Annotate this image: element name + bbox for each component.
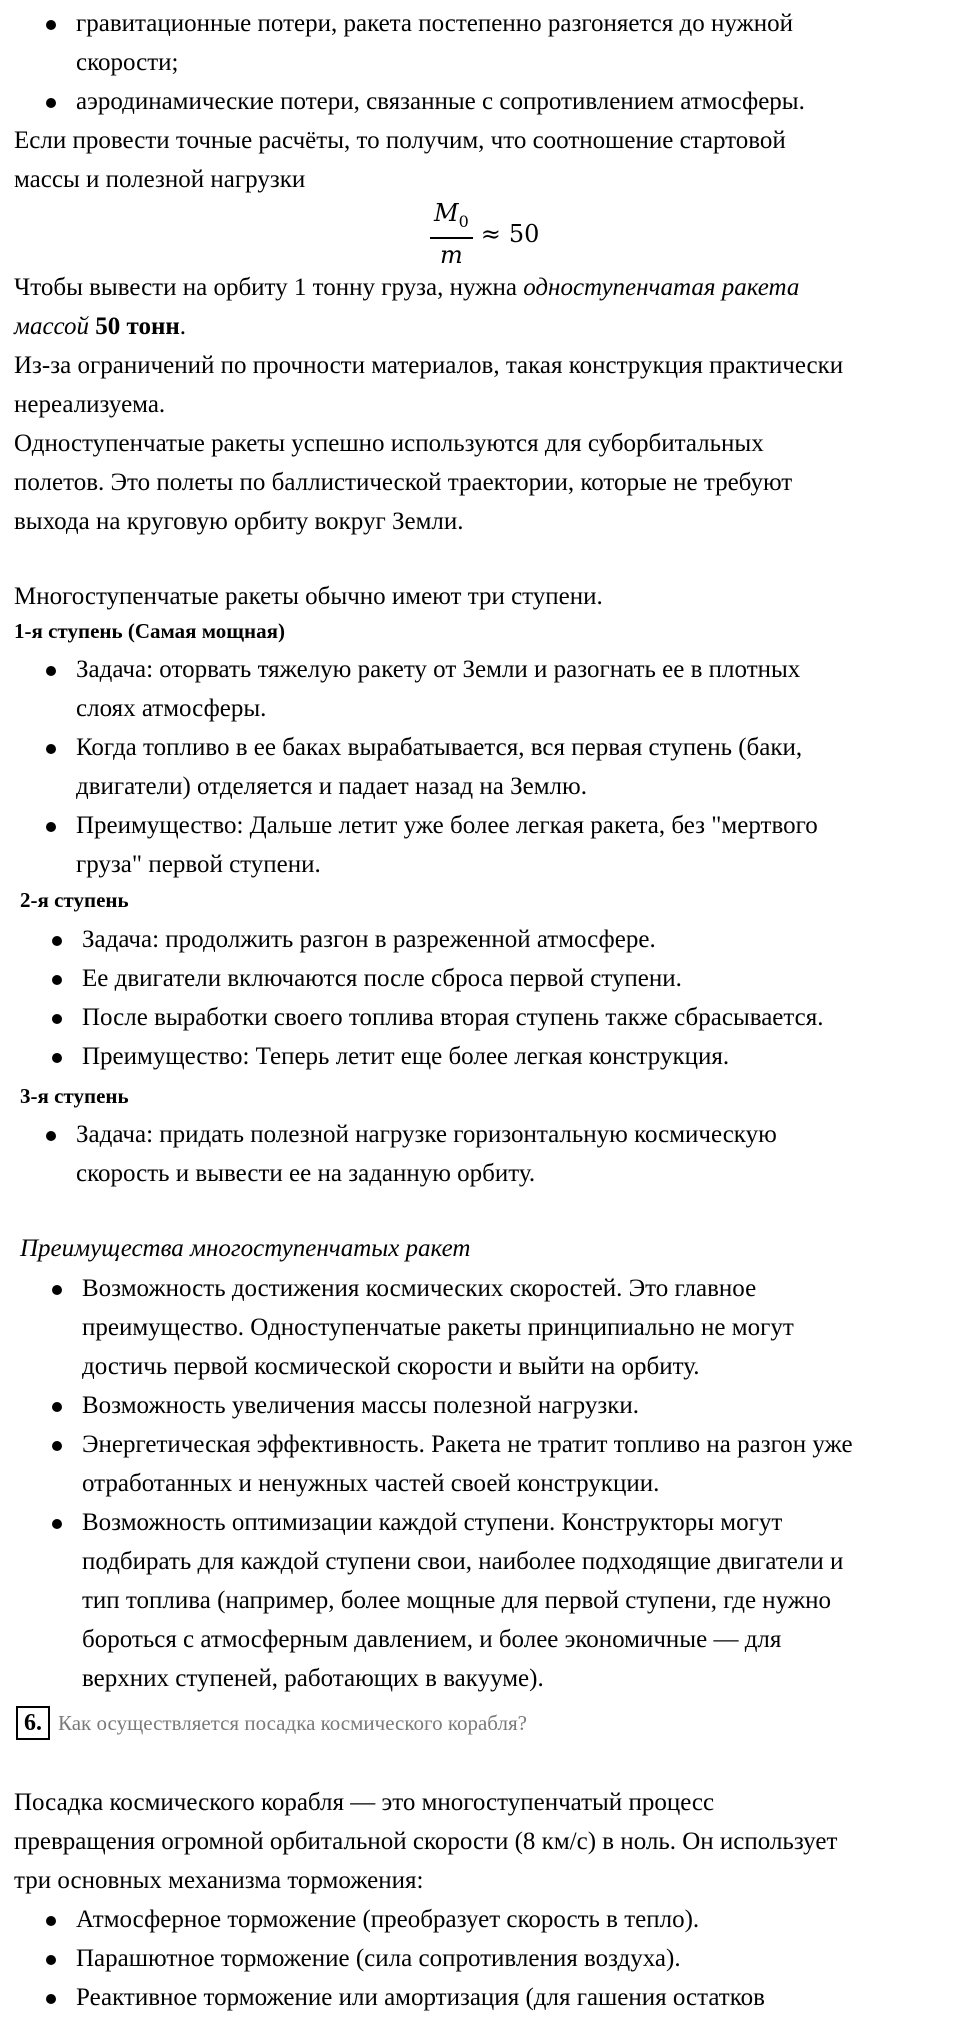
list-item: Парашютное торможение (сила сопротивления воздуха). xyxy=(14,1939,944,1978)
list-item-line: преимущество. Одноступенчатые ракеты принципиально не могут xyxy=(82,1314,794,1341)
paragraph-line: полетов. Это полеты по баллистической траектории, которые не требуют xyxy=(14,469,793,496)
list-item-line: слоях атмосферы. xyxy=(76,695,267,722)
list-item xyxy=(14,1269,944,1386)
paragraph-line: превращения огромной орбитальной скорости (8 км/с) в ноль. Он использует xyxy=(14,1828,838,1855)
paragraph-line: нереализуема. xyxy=(14,391,166,418)
list-item-line: скорости; xyxy=(76,49,179,76)
list-item-line: тип топлива (например, более мощные для первой ступени, где нужно xyxy=(82,1587,832,1614)
landing-list xyxy=(14,1900,944,2017)
list-item xyxy=(14,82,944,121)
stage1-heading: 1-я ступень (Самая мощная) xyxy=(14,619,285,643)
list-item-line: Возможность достижения космических скоростей. Это главное xyxy=(82,1275,757,1302)
mass-ratio-formula xyxy=(430,198,539,271)
fraction xyxy=(430,198,473,271)
stage3-list xyxy=(14,1115,944,1193)
list-item-line: Энергетическая эффективность. Ракета не тратит топливо на разгон уже xyxy=(82,1431,853,1458)
fraction-numerator xyxy=(430,198,473,239)
paragraph-line xyxy=(14,307,944,346)
landing-paragraph xyxy=(14,1783,944,1900)
list-item-line: верхних ступеней, работающих в вакууме). xyxy=(82,1665,544,1692)
stage3-heading: 3-я ступень xyxy=(20,1084,129,1108)
list-item xyxy=(14,806,944,884)
list-item-line: двигатели) отделяется и падает назад на Землю. xyxy=(76,773,587,800)
list-item: Преимущество: Теперь летит еще более легкая конструкция. xyxy=(14,1037,944,1076)
paragraph-line: Одноступенчатые ракеты успешно используются для суборбитальных xyxy=(14,430,764,457)
numerator-symbol: M xyxy=(434,199,459,227)
list-item-line: достичь первой космической скорости и выйти на орбиту. xyxy=(82,1353,700,1380)
list-item-line: бороться с атмосферным давлением, и более экономичные — для xyxy=(82,1626,782,1653)
italic-term: одноступенчатая ракета xyxy=(523,274,800,301)
list-item-line: груза" первой ступени. xyxy=(76,851,321,878)
advantages-heading: Преимущества многоступенчатых ракет xyxy=(20,1235,471,1262)
paragraph-line xyxy=(14,268,944,307)
list-item xyxy=(14,1503,944,1698)
bold-value: 50 тонн xyxy=(89,313,180,340)
stage2-heading: 2-я ступень xyxy=(20,888,129,912)
italic-term: массой xyxy=(14,313,90,340)
list-item-line: Преимущество: Дальше летит уже более легкая ракета, без "мертвого xyxy=(76,812,818,839)
paragraph-line: массы и полезной нагрузки xyxy=(14,166,306,193)
list-item: Реактивное торможение или амортизация (для гашения остатков xyxy=(14,1978,944,2017)
stage1-list xyxy=(14,650,944,884)
paragraph-line: Если провести точные расчёты, то получим, что соотношение стартовой xyxy=(14,127,786,154)
list-item-line: Возможность оптимизации каждой ступени. Конструкторы могут xyxy=(82,1509,783,1536)
list-item xyxy=(14,1115,944,1193)
list-item xyxy=(14,1386,944,1425)
text-run: . xyxy=(179,313,187,340)
list-item xyxy=(14,650,944,728)
list-item-line: отработанных и ненужных частей своей конструкции. xyxy=(82,1470,660,1497)
onestage-paragraph xyxy=(14,268,944,541)
paragraph-line: Из-за ограничений по прочности материалов, такая конструкция практически xyxy=(14,352,844,379)
list-item-line: скорость и вывести ее на заданную орбиту. xyxy=(76,1160,536,1187)
text-run: Чтобы вывести на орбиту 1 тонну груза, нужна xyxy=(14,274,524,301)
list-item: Задача: продолжить разгон в разреженной атмосфере. xyxy=(14,920,944,959)
list-item-line: Задача: придать полезной нагрузке горизонтальную космическую xyxy=(76,1121,777,1148)
list-item-line: Возможность увеличения массы полезной нагрузки. xyxy=(82,1392,639,1419)
stage2-list xyxy=(14,920,944,1076)
list-item-line: Задача: оторвать тяжелую ракету от Земли и разогнать ее в плотных xyxy=(76,656,801,683)
list-item xyxy=(14,728,944,806)
paragraph-line: три основных механизма торможения: xyxy=(14,1867,424,1894)
question-6 xyxy=(16,1705,946,1741)
approx-symbol: ≈ xyxy=(480,220,501,249)
numerator-subscript: 0 xyxy=(458,211,469,231)
list-item xyxy=(14,1425,944,1503)
question-number: 6. xyxy=(16,1706,50,1740)
list-item-line: аэродинамические потери, связанные с сопротивлением атмосферы. xyxy=(76,88,805,115)
formula-value: 50 xyxy=(508,220,540,249)
list-item-line: подбирать для каждой ступени свои, наиболее подходящие двигатели и xyxy=(82,1548,844,1575)
list-item-line: гравитационные потери, ракета постепенно разгоняется до нужной xyxy=(76,10,794,37)
list-item: Ее двигатели включаются после сброса первой ступени. xyxy=(14,959,944,998)
list-item xyxy=(14,4,944,82)
advantages-list xyxy=(14,1269,944,1698)
calculation-paragraph xyxy=(14,121,944,199)
paragraph-line: Посадка космического корабля — это многоступенчатый процесс xyxy=(14,1789,715,1816)
fraction-denominator: m xyxy=(440,240,463,269)
list-item: После выработки своего топлива вторая ступень также сбрасывается. xyxy=(14,998,944,1037)
list-item: Атмосферное торможение (преобразует скорость в тепло). xyxy=(14,1900,944,1939)
losses-list xyxy=(14,4,944,121)
multistage-intro: Многоступенчатые ракеты обычно имеют три ступени. xyxy=(14,583,603,610)
list-item-line: Когда топливо в ее баках вырабатывается, вся первая ступень (баки, xyxy=(76,734,803,761)
paragraph-line: выхода на круговую орбиту вокруг Земли. xyxy=(14,508,464,535)
question-text: Как осуществляется посадка космического корабля? xyxy=(58,1711,527,1735)
